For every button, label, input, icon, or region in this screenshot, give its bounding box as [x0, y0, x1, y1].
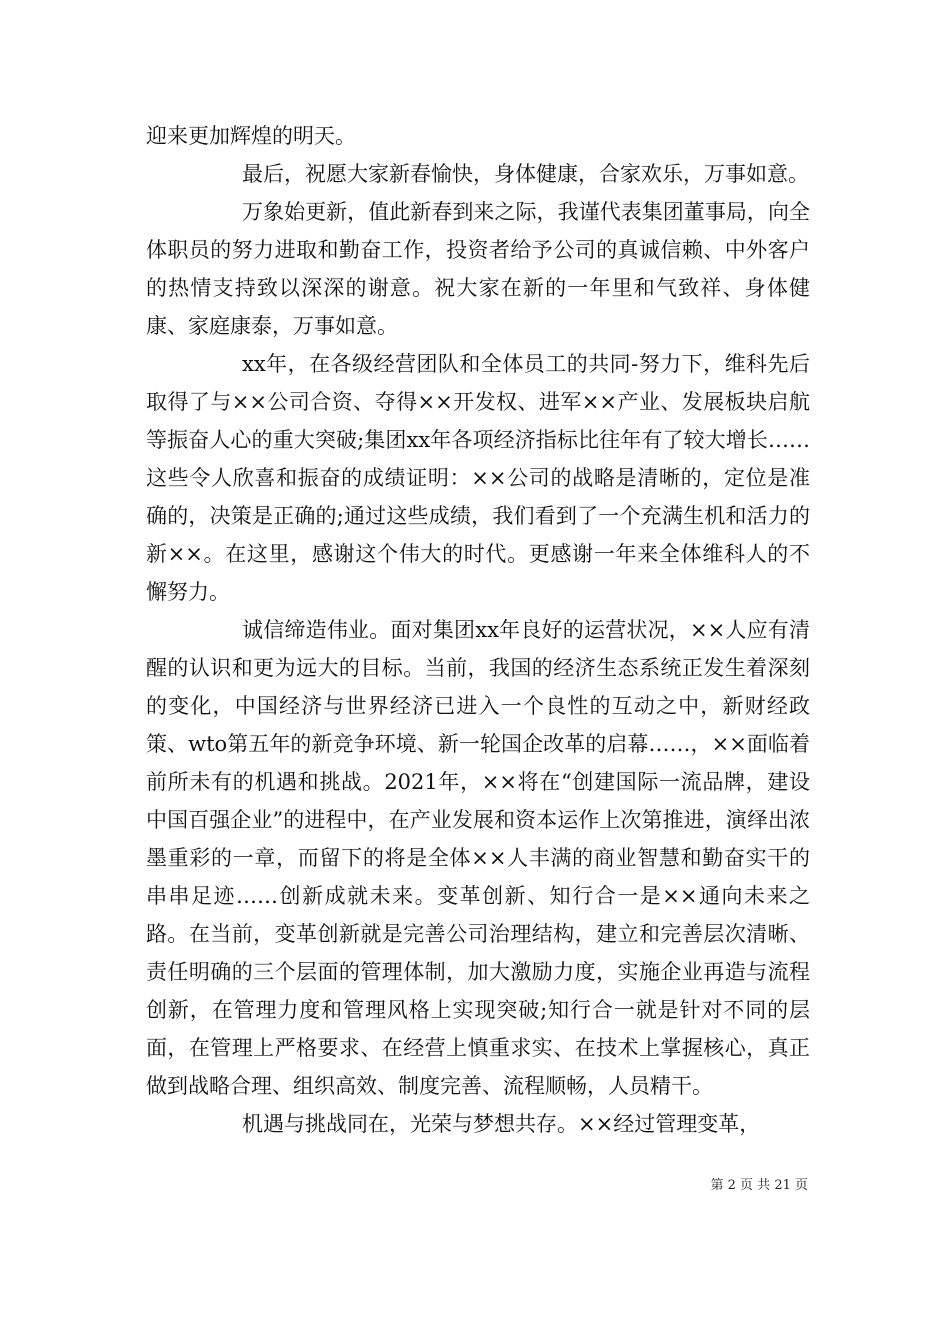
- paragraph-continuation: 迎来更加辉煌的明天。: [146, 124, 356, 148]
- paragraph-opportunity-challenge: 机遇与挑战同在，光荣与梦想共存。××经过管理变革，: [242, 1112, 761, 1136]
- document-body: [146, 117, 810, 1143]
- paragraph-achievements: xx年，在各级经营团队和全体员工的共同-努力下，维科先后取得了与××公司合资、夺得××开发权、进军××产业、发展板块启航等振奋人心的重大突破;集团xx年各项经济指标比往年有了较大增长……这些令人欣喜和振奋的成绩证明：××公司的战略是清晰的，定位是准确的，决策是正确的;通过这些成绩，我们看到了一个充满生机和活力的新××。在这里，感谢这个伟大的时代。更感谢一年来全体维科人的不懈努力。: [146, 352, 810, 604]
- paragraph-integrity-innovation: 诚信缔造伟业。面对集团xx年良好的运营状况，××人应有清醒的认识和更为远大的目标。当前，我国的经济生态系统正发生着深刻的变化，中国经济与世界经济已进入一个良性的互动之中，新财经政策、wto第五年的新竞争环境、新一轮国企改革的启幕……，××面临着前所未有的机遇和挑战。2021年，××将在“创建国际一流品牌，建设中国百强企业”的进程中，在产业发展和资本运作上次第推进，演绎出浓墨重彩的一章，而留下的将是全体××人丰满的商业智慧和勤奋实干的串串足迹……创新成就未来。变革创新、知行合一是××通向未来之路。在当前，变革创新就是完善公司治理结构，建立和完善层次清晰、责任明确的三个层面的管理体制，加大激励力度，实施企业再造与流程创新，在管理力度和管理风格上实现突破;知行合一就是针对不同的层面，在管理上严格要求、在经营上慎重求实、在技术上掌握核心，真正做到战略合理、组织高效、制度完善、流程顺畅，人员精干。: [146, 618, 810, 1098]
- paragraph-closing-wishes: 最后，祝愿大家新春愉快，身体健康，合家欢乐，万事如意。: [242, 162, 809, 186]
- paragraph-new-year-thanks: 万象始更新，值此新春到来之际，我谨代表集团董事局，向全体职员的努力进取和勤奋工作，投资者给予公司的真诚信赖、中外客户的热情支持致以深深的谢意。祝大家在新的一年里和气致祥、身体健康、家庭康泰，万事如意。: [146, 200, 810, 338]
- page-number-footer: 第 2 页 共 21 页: [710, 1178, 808, 1193]
